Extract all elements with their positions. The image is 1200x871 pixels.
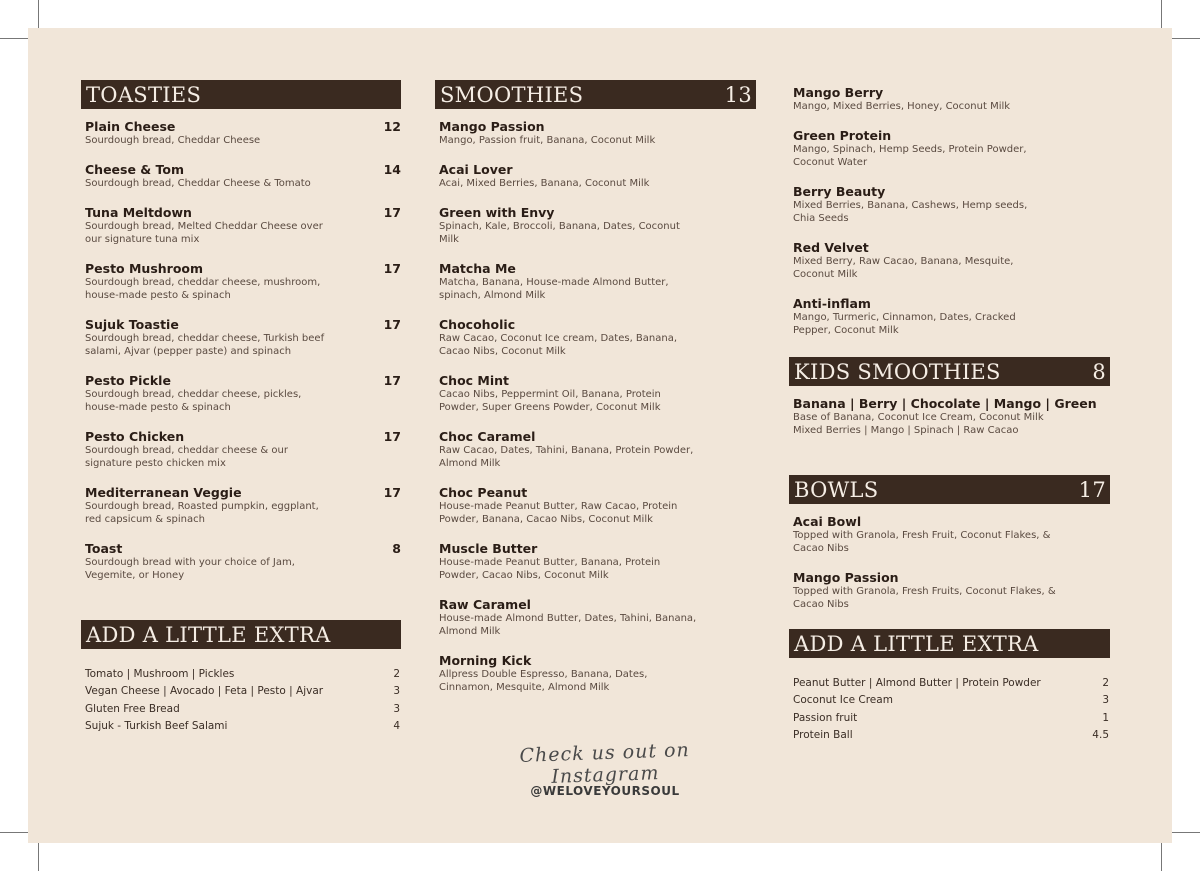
item-desc: Mango, Turmeric, Cinnamon, Dates, Cracked Pepper, Coconut Milk <box>793 312 1016 336</box>
item-name: Mediterranean Veggie <box>85 485 242 500</box>
item-price: 12 <box>383 119 401 134</box>
toasties-list <box>81 119 401 582</box>
list-item <box>789 240 1110 281</box>
item-desc: Raw Cacao, Dates, Tahini, Banana, Protein Powder, Almond Milk <box>439 445 694 469</box>
item-desc: Matcha, Banana, House-made Almond Butter, spinach, Almond Milk <box>439 277 669 301</box>
list-item <box>81 317 401 358</box>
item-name: Cheese & Tom <box>85 162 185 177</box>
extra-right-header <box>789 629 1110 658</box>
extra-price: 3 <box>1102 694 1109 707</box>
item-name: Mango Passion <box>793 570 899 585</box>
list-item <box>789 85 1110 113</box>
extra-price: 2 <box>1102 676 1109 689</box>
item-name: Tuna Meltdown <box>85 205 192 220</box>
extra-row <box>81 700 401 718</box>
item-price: 17 <box>383 373 401 388</box>
list-item <box>435 205 756 246</box>
item-name: Mango Passion <box>439 119 545 134</box>
smoothies-more-list <box>789 85 1110 337</box>
crop-mark <box>1161 0 1162 28</box>
list-item <box>789 396 1110 437</box>
extra-price: 3 <box>393 702 400 715</box>
item-name: Raw Caramel <box>439 597 531 612</box>
crop-mark <box>0 38 28 39</box>
item-desc: Acai, Mixed Berries, Banana, Coconut Milk <box>439 178 650 189</box>
extra-row <box>789 692 1110 710</box>
list-item <box>81 429 401 470</box>
list-item <box>789 570 1110 611</box>
item-price: 8 <box>392 541 401 556</box>
item-price: 17 <box>383 485 401 500</box>
bowls-header <box>789 475 1110 504</box>
toasties-header <box>81 80 401 109</box>
list-item <box>81 261 401 302</box>
section-title: TOASTIES <box>86 82 202 107</box>
extra-name: Coconut Ice Cream <box>793 694 893 707</box>
section-title: KIDS SMOOTHIES <box>794 359 1001 384</box>
item-desc: House-made Peanut Butter, Raw Cacao, Protein Powder, Banana, Cacao Nibs, Coconut Milk <box>439 501 678 525</box>
item-desc: Spinach, Kale, Broccoli, Banana, Dates, Coconut Milk <box>439 221 680 245</box>
item-name: Plain Cheese <box>85 119 176 134</box>
list-item <box>435 429 756 470</box>
bowls-list <box>789 514 1110 611</box>
item-name: Berry Beauty <box>793 184 886 199</box>
crop-mark <box>1172 832 1200 833</box>
item-name: Green Protein <box>793 128 892 143</box>
extra-name: Peanut Butter | Almond Butter | Protein Powder <box>793 676 1041 689</box>
item-name: Sujuk Toastie <box>85 317 179 332</box>
extra-right-list <box>789 674 1110 744</box>
list-item <box>81 485 401 526</box>
list-item <box>81 162 401 190</box>
item-name: Choc Caramel <box>439 429 536 444</box>
item-desc: Sourdough bread, cheddar cheese, mushroom, house-made pesto & spinach <box>85 277 321 301</box>
item-desc: Sourdough bread, cheddar cheese, pickles, house-made pesto & spinach <box>85 389 302 413</box>
section-title: BOWLS <box>794 477 879 502</box>
extra-row <box>789 674 1110 692</box>
list-item <box>435 119 756 147</box>
item-desc: Mango, Passion fruit, Banana, Coconut Milk <box>439 135 656 146</box>
item-price: 17 <box>383 261 401 276</box>
item-desc: Topped with Granola, Fresh Fruits, Coconut Flakes, & Cacao Nibs <box>793 586 1056 610</box>
list-item <box>435 261 756 302</box>
extra-price: 2 <box>393 667 400 680</box>
extra-name: Sujuk - Turkish Beef Salami <box>85 720 228 733</box>
section-price: 13 <box>724 82 752 107</box>
section-title: ADD A LITTLE EXTRA <box>86 622 331 647</box>
item-name: Acai Bowl <box>793 514 862 529</box>
item-name: Muscle Butter <box>439 541 538 556</box>
instagram-line: Check us out on Instagram <box>519 739 691 788</box>
crop-mark <box>1172 38 1200 39</box>
crop-mark <box>38 843 39 871</box>
extra-row <box>81 718 401 736</box>
list-item <box>435 485 756 526</box>
extra-left-list <box>81 665 401 735</box>
item-desc: Mango, Mixed Berries, Honey, Coconut Milk <box>793 101 1011 112</box>
extra-name: Vegan Cheese | Avocado | Feta | Pesto | Ajvar <box>85 685 324 698</box>
item-desc: Allpress Double Espresso, Banana, Dates, Cinnamon, Mesquite, Almond Milk <box>439 669 648 693</box>
list-item <box>435 317 756 358</box>
crop-mark <box>0 832 28 833</box>
item-desc: Raw Cacao, Coconut Ice cream, Dates, Banana, Cacao Nibs, Coconut Milk <box>439 333 678 357</box>
item-name: Pesto Mushroom <box>85 261 204 276</box>
crop-mark <box>1161 843 1162 871</box>
item-price: 17 <box>383 205 401 220</box>
extra-row <box>81 665 401 683</box>
item-desc: Sourdough bread, Cheddar Cheese <box>85 135 261 146</box>
extra-row <box>789 727 1110 745</box>
instagram-handle: @WELOVEYOURSOUL <box>530 784 680 798</box>
item-name: Pesto Chicken <box>85 429 185 444</box>
list-item <box>81 373 401 414</box>
smoothies-list <box>435 119 756 694</box>
item-desc: Mixed Berry, Raw Cacao, Banana, Mesquite, Coconut Milk <box>793 256 1014 280</box>
list-item <box>789 296 1110 337</box>
extra-name: Protein Ball <box>793 729 853 742</box>
item-desc: House-made Almond Butter, Dates, Tahini, Banana, Almond Milk <box>439 613 697 637</box>
item-desc: Sourdough bread with your choice of Jam, Vegemite, or Honey <box>85 557 295 581</box>
list-item <box>435 597 756 638</box>
section-price: 17 <box>1078 477 1106 502</box>
kids-header <box>789 357 1110 386</box>
item-desc: Mixed Berries, Banana, Cashews, Hemp seeds, Chia Seeds <box>793 200 1028 224</box>
right-column <box>789 85 1110 744</box>
list-item <box>435 373 756 414</box>
crop-mark <box>38 0 39 28</box>
item-name: Acai Lover <box>439 162 513 177</box>
item-price: 17 <box>383 429 401 444</box>
item-desc: House-made Peanut Butter, Banana, Protein Powder, Cacao Nibs, Coconut Milk <box>439 557 661 581</box>
list-item <box>435 162 756 190</box>
smoothies-column <box>435 80 756 709</box>
list-item <box>81 205 401 246</box>
item-name: Pesto Pickle <box>85 373 171 388</box>
item-name: Red Velvet <box>793 240 869 255</box>
extra-price: 3 <box>393 685 400 698</box>
smoothies-header <box>435 80 756 109</box>
section-price: 8 <box>1092 359 1106 384</box>
item-name: Matcha Me <box>439 261 516 276</box>
item-price: 14 <box>383 162 401 177</box>
instagram-callout <box>470 739 740 798</box>
list-item <box>435 541 756 582</box>
item-desc: Sourdough bread, Melted Cheddar Cheese over our signature tuna mix <box>85 221 323 245</box>
list-item <box>81 541 401 582</box>
extra-price: 4.5 <box>1092 729 1109 742</box>
item-name: Banana | Berry | Chocolate | Mango | Green <box>793 396 1097 411</box>
item-desc: Sourdough bread, Roasted pumpkin, eggplant, red capsicum & spinach <box>85 501 319 525</box>
list-item <box>435 653 756 694</box>
toasties-column <box>81 80 401 735</box>
item-desc: Base of Banana, Coconut Ice Cream, Coconut Milk Mixed Berries | Mango | Spinach | Raw Cacao <box>793 412 1044 436</box>
section-title: SMOOTHIES <box>440 82 584 107</box>
item-desc: Topped with Granola, Fresh Fruit, Coconut Flakes, & Cacao Nibs <box>793 530 1051 554</box>
extra-left-header <box>81 620 401 649</box>
item-desc: Sourdough bread, cheddar cheese & our signature pesto chicken mix <box>85 445 288 469</box>
extra-price: 1 <box>1102 711 1109 724</box>
item-desc: Mango, Spinach, Hemp Seeds, Protein Powder, Coconut Water <box>793 144 1027 168</box>
list-item <box>789 184 1110 225</box>
extra-name: Passion fruit <box>793 711 858 724</box>
list-item <box>789 128 1110 169</box>
section-title: ADD A LITTLE EXTRA <box>794 631 1039 656</box>
item-name: Toast <box>85 541 123 556</box>
extra-name: Gluten Free Bread <box>85 702 180 715</box>
list-item <box>789 514 1110 555</box>
item-price: 17 <box>383 317 401 332</box>
list-item <box>81 119 401 147</box>
item-desc: Sourdough bread, Cheddar Cheese & Tomato <box>85 178 311 189</box>
extra-row <box>81 683 401 701</box>
item-name: Anti-inflam <box>793 296 871 311</box>
kids-list <box>789 396 1110 437</box>
extra-price: 4 <box>393 720 400 733</box>
item-name: Choc Peanut <box>439 485 528 500</box>
extra-row <box>789 709 1110 727</box>
item-name: Choc Mint <box>439 373 510 388</box>
extra-name: Tomato | Mushroom | Pickles <box>85 667 235 680</box>
item-name: Green with Envy <box>439 205 555 220</box>
item-name: Morning Kick <box>439 653 532 668</box>
item-desc: Sourdough bread, cheddar cheese, Turkish beef salami, Ajvar (pepper paste) and spinach <box>85 333 325 357</box>
item-name: Mango Berry <box>793 85 884 100</box>
item-name: Chocoholic <box>439 317 516 332</box>
item-desc: Cacao Nibs, Peppermint Oil, Banana, Protein Powder, Super Greens Powder, Coconut Milk <box>439 389 661 413</box>
